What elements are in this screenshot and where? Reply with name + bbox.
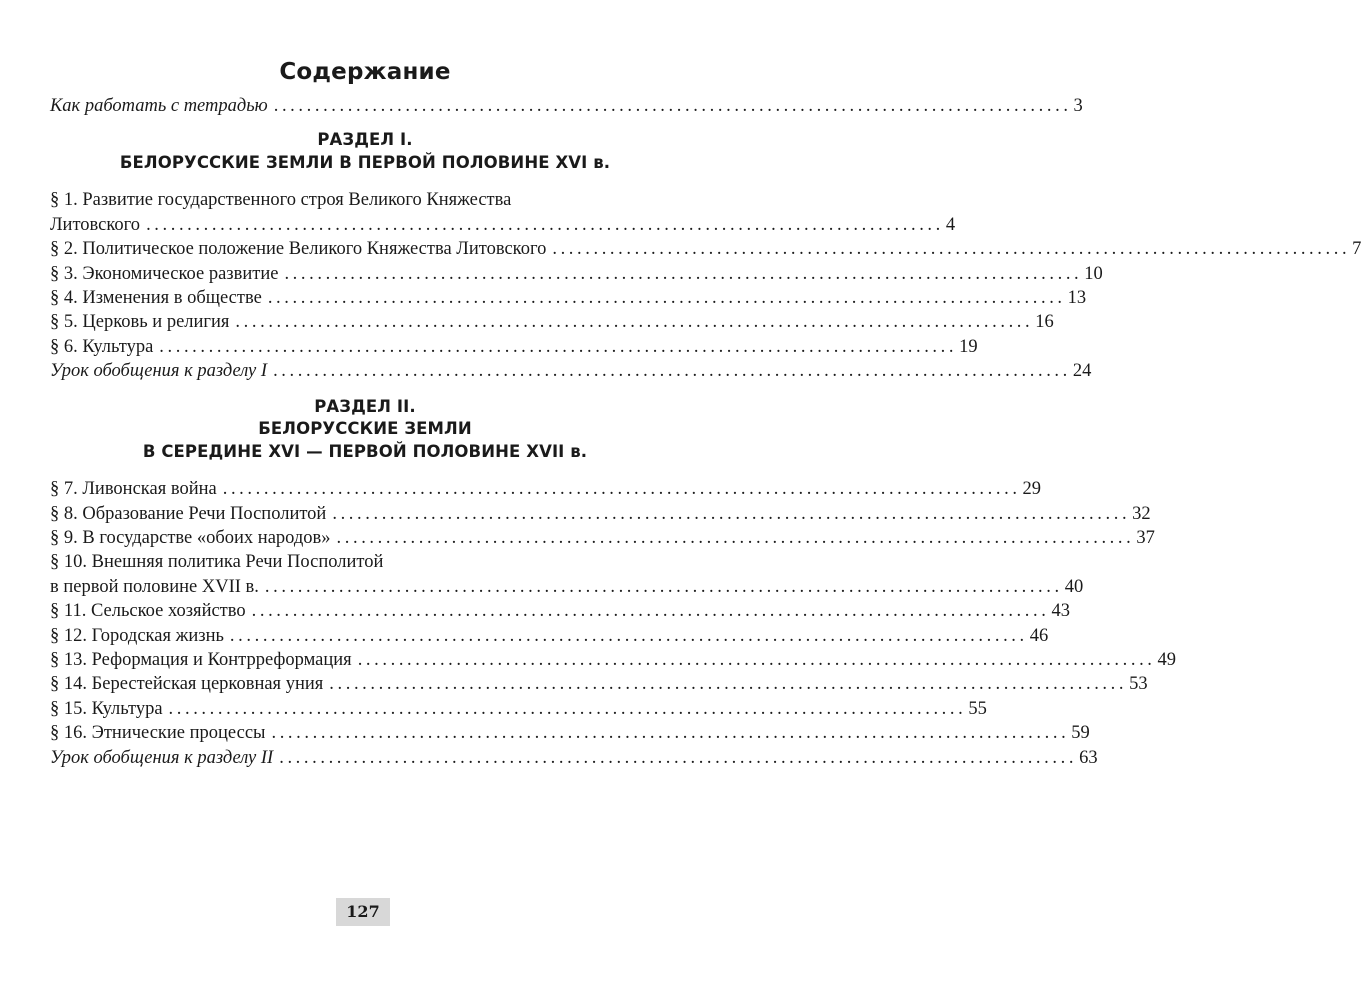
dot-leader: ................................................................................................. [222, 479, 1021, 500]
section-2-heading [50, 396, 680, 464]
dot-leader: ................................................................................................. [279, 747, 1078, 768]
toc-entry[interactable] [50, 672, 1148, 696]
toc-entry-page: 3 [1073, 96, 1083, 116]
toc-entry-page: 49 [1157, 650, 1177, 670]
toc-entry-page: 59 [1071, 723, 1090, 744]
toc-entry[interactable] [50, 237, 1361, 261]
toc-entry[interactable] [50, 213, 956, 237]
toc-entry-page: 43 [1051, 601, 1070, 622]
toc-entry-label: § 2. Политическое положение Великого Княжества Литовского [50, 239, 547, 260]
page-number: 127 [336, 898, 390, 926]
dot-leader: ................................................................................................. [357, 650, 1156, 670]
toc-entry-summary[interactable] [50, 359, 1092, 383]
toc-entry-summary[interactable] [50, 746, 1098, 770]
toc-entry-page: 37 [1136, 527, 1155, 548]
toc-entry-label: § 5. Церковь и религия [50, 312, 230, 333]
toc-entry-label-line1: § 1. Развитие государственного строя Великого Княжества [50, 190, 512, 211]
toc-entry[interactable] [50, 262, 1103, 286]
section-1-heading-line1: РАЗДЕЛ I. [317, 130, 413, 150]
toc-entry-label: § 6. Культура [50, 336, 154, 357]
toc-entry-page: 46 [1029, 625, 1049, 646]
section-2-entries [50, 477, 1177, 770]
dot-leader: ................................................................................................. [159, 336, 958, 357]
toc-entry-page: 7 [1352, 239, 1361, 260]
toc-entry[interactable] [50, 624, 1049, 648]
toc-entry-label: § 11. Сельское хозяйство [50, 601, 246, 622]
section-1-heading-line2: БЕЛОРУССКИЕ ЗЕМЛИ В ПЕРВОЙ ПОЛОВИНЕ XVI в. [119, 152, 611, 172]
dot-leader: ................................................................................................. [329, 674, 1128, 695]
toc-entry-page: 53 [1129, 674, 1148, 695]
toc-entry-label: § 12. Городская жизнь [50, 625, 224, 646]
dot-leader: ................................................................................................. [336, 527, 1135, 548]
toc-entry[interactable] [50, 286, 1087, 310]
toc-entry[interactable] [50, 721, 1090, 745]
toc-entry-page: 10 [1084, 263, 1103, 284]
toc-entry-page: 63 [1079, 747, 1098, 768]
toc-entry-page: 13 [1067, 288, 1087, 309]
toc-entry-label: Урок обобщения к разделу II [50, 747, 274, 768]
table-of-contents [50, 0, 1361, 770]
toc-entry-label: Урок обобщения к разделу I [50, 361, 268, 382]
toc-entry-page: 55 [968, 698, 987, 719]
toc-entry-label: § 15. Культура [50, 698, 163, 719]
toc-entry-label: § 16. Этнические процессы [50, 723, 266, 744]
toc-entry-label: в первой половине XVII в. [50, 576, 259, 597]
toc-entry-label: § 8. Образование Речи Посполитой [50, 503, 327, 524]
dot-leader: ................................................................................................. [273, 361, 1071, 382]
toc-entry-page: 19 [959, 336, 978, 357]
toc-entry-label: § 4. Изменения в обществе [50, 288, 262, 309]
toc-entry-page: 40 [1064, 576, 1084, 597]
section-2-heading-line1: РАЗДЕЛ II. [314, 396, 416, 416]
toc-entry-label: § 14. Берестейская церковная уния [50, 674, 324, 695]
dot-leader: ................................................................................................. [229, 625, 1028, 646]
toc-entry-page: 32 [1132, 503, 1151, 524]
dot-leader: ................................................................................................. [264, 576, 1063, 597]
dot-leader: ................................................................................................. [552, 239, 1351, 260]
toc-entry[interactable] [50, 526, 1155, 550]
toc-entry-intro[interactable] [50, 94, 1083, 118]
section-2-heading-line3: В СЕРЕДИНЕ XVI — ПЕРВОЙ ПОЛОВИНЕ XVII в. [142, 441, 588, 461]
toc-entry[interactable] [50, 477, 1042, 501]
toc-entry-label: Литовского [50, 214, 141, 235]
toc-entry[interactable] [50, 648, 1177, 672]
toc-entry-label: § 7. Ливонская война [50, 479, 217, 500]
dot-leader: ................................................................................................. [271, 723, 1070, 744]
toc-entry[interactable] [50, 502, 1151, 526]
page-title: Содержание [279, 59, 451, 85]
section-1-heading [50, 129, 680, 174]
dot-leader: ................................................................................................. [235, 312, 1034, 333]
dot-leader: ................................................................................................. [146, 214, 944, 235]
toc-entry[interactable] [50, 697, 987, 721]
toc-entry-label: § 13. Реформация и Контрреформация [50, 650, 352, 670]
toc-entry-label: § 3. Экономическое развитие [50, 263, 279, 284]
dot-leader: ................................................................................................. [168, 698, 967, 719]
toc-entry-label: § 9. В государстве «обоих народов» [50, 527, 331, 548]
toc-entry[interactable] [50, 310, 1054, 334]
toc-entry-label: Как работать с тетрадью [50, 96, 268, 116]
toc-entry-page: 16 [1035, 312, 1054, 333]
dot-leader: ................................................................................................. [267, 288, 1066, 309]
toc-entry-page: 29 [1022, 479, 1042, 500]
toc-entry[interactable] [50, 575, 1084, 599]
toc-entry[interactable] [50, 599, 1070, 623]
toc-entry-page: 24 [1072, 361, 1092, 382]
section-1-entries [50, 188, 1361, 383]
toc-entry-label-line1: § 10. Внешняя политика Речи Посполитой [50, 552, 384, 573]
toc-entry-page: 4 [945, 214, 956, 235]
toc-entry[interactable] [50, 335, 978, 359]
dot-leader: ................................................................................................. [332, 503, 1131, 524]
dot-leader: ................................................................................................. [273, 96, 1072, 116]
dot-leader: ................................................................................................. [284, 263, 1083, 284]
dot-leader: ................................................................................................. [251, 601, 1050, 622]
section-2-heading-line2: БЕЛОРУССКИЕ ЗЕМЛИ [258, 419, 472, 439]
